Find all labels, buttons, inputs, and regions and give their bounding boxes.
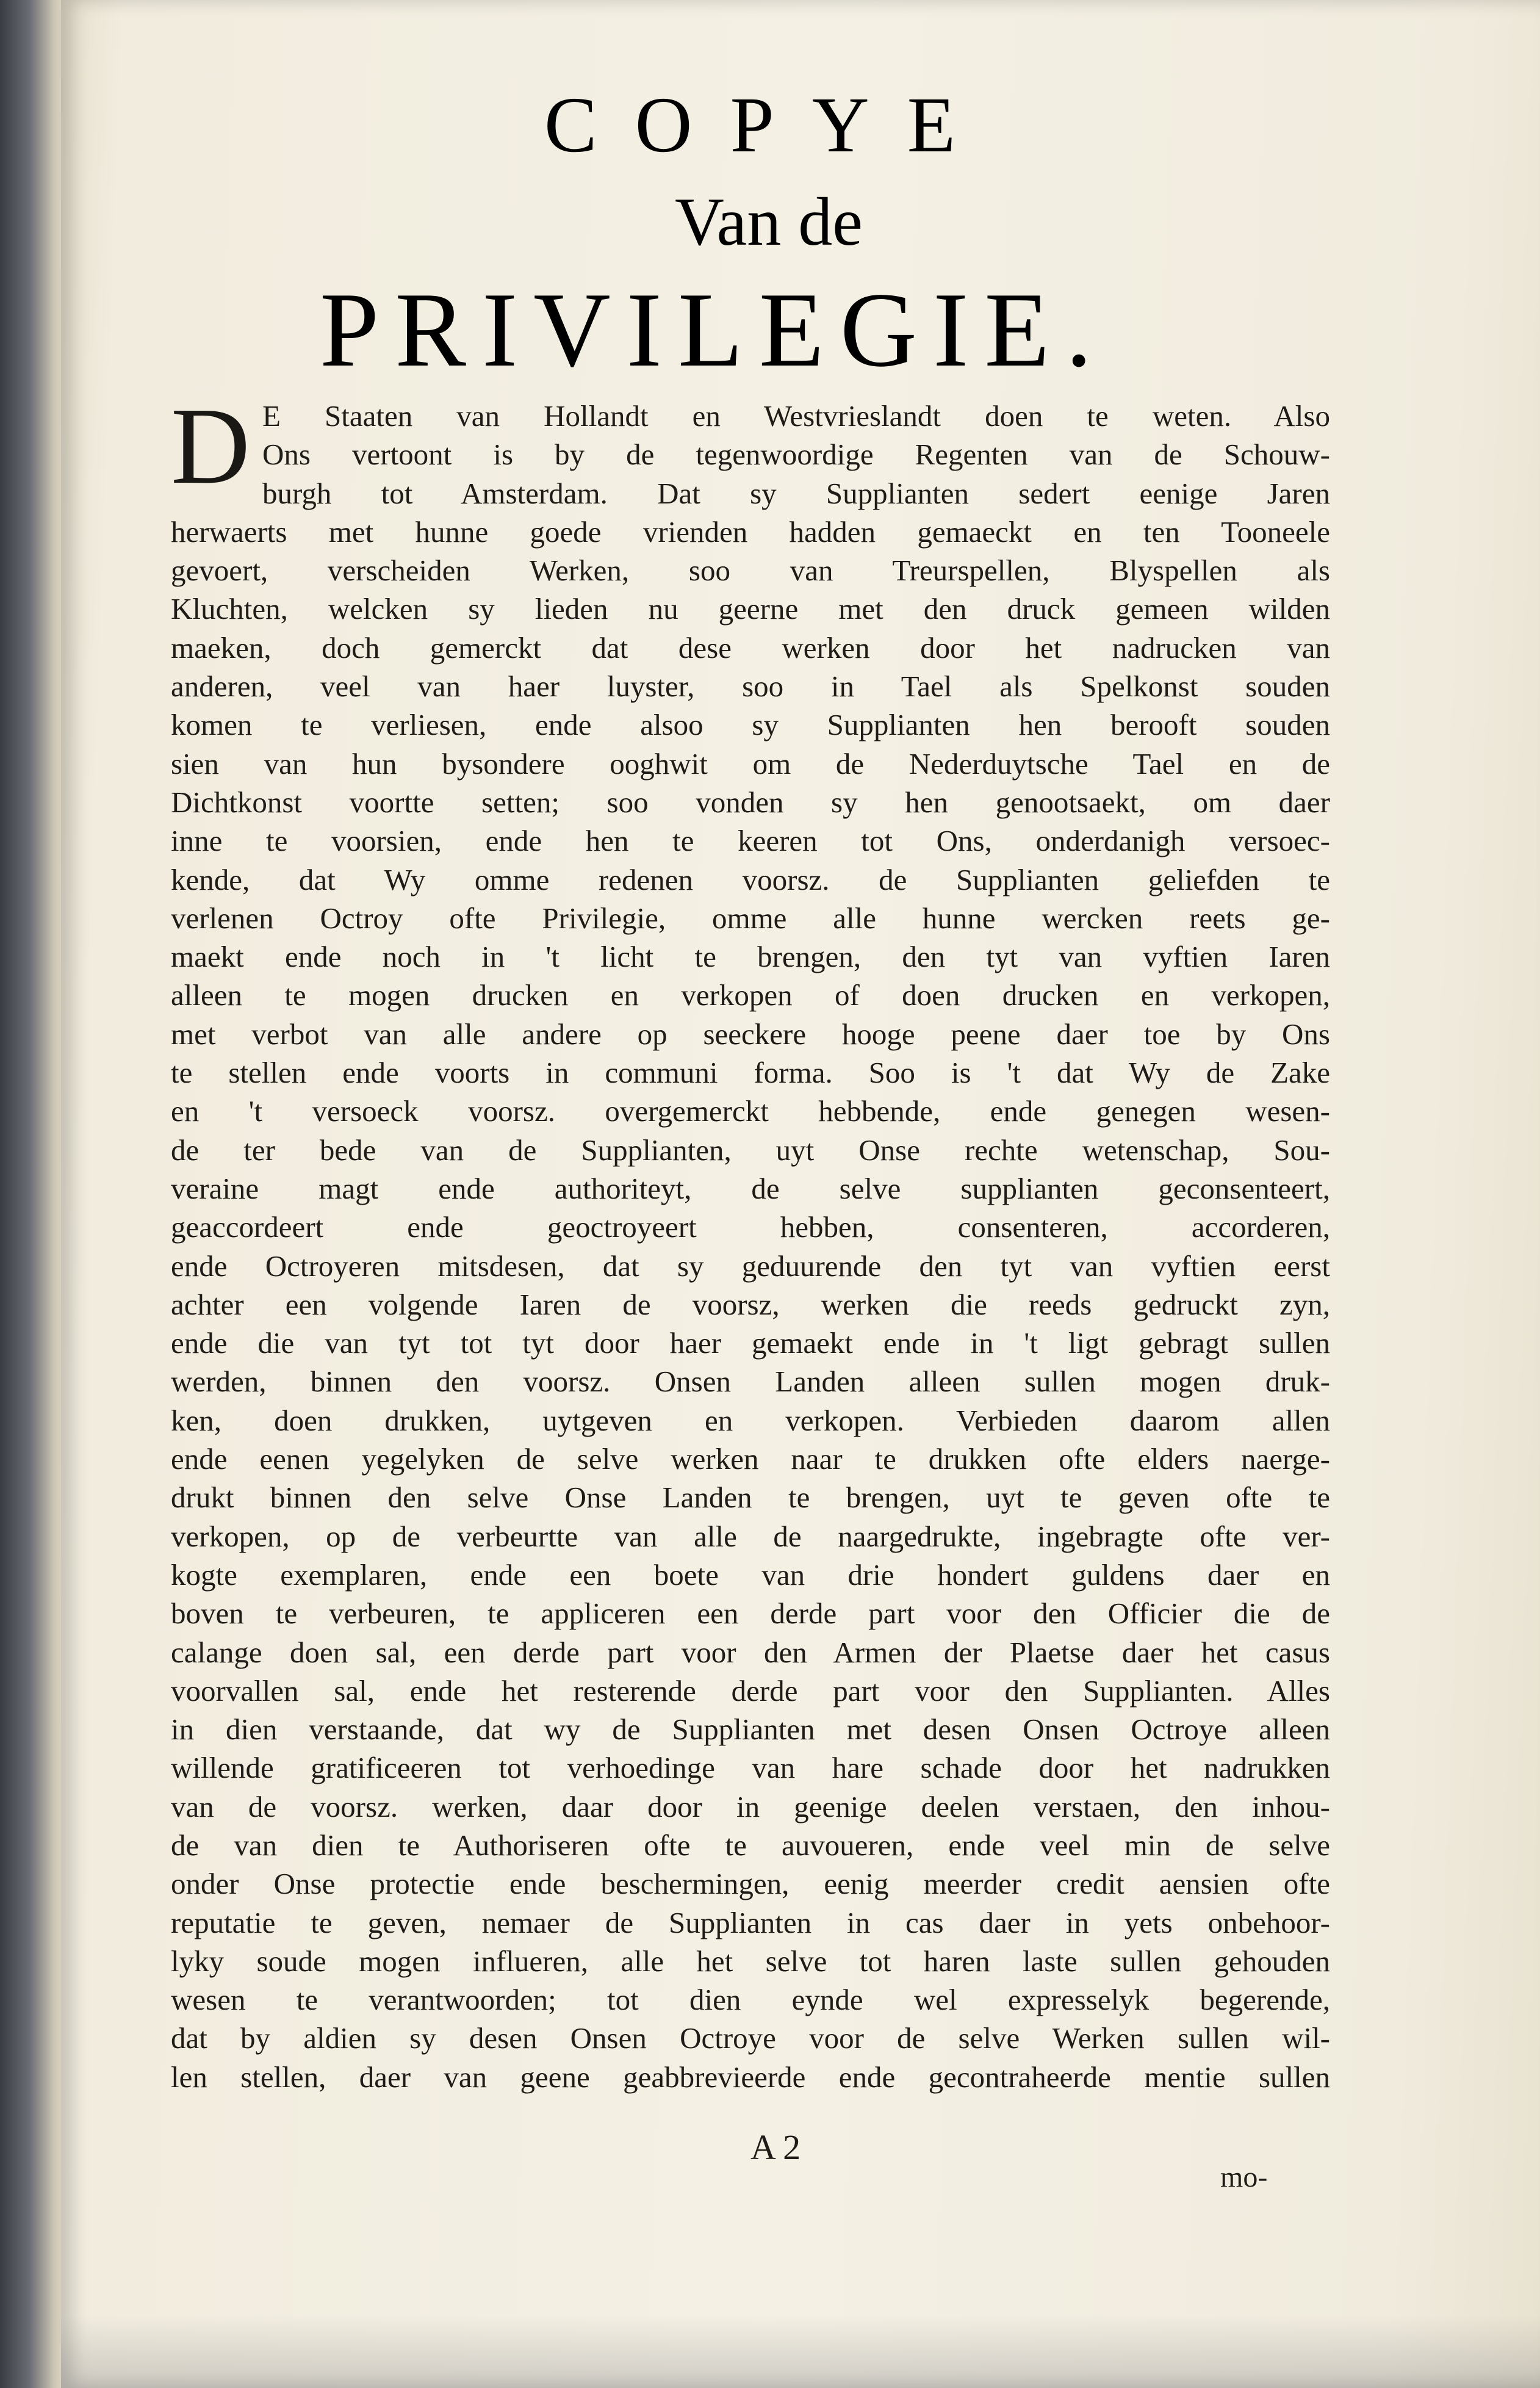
book-page [61,0,1540,2388]
text-line: sien van hun bysondere ooghwit om de Nederduytsche Tael en de [171,746,1330,781]
text-line: burgh tot Amsterdam. Dat sy Supplianten sedert eenige Jaren [262,476,1330,510]
text-line: len stellen, daer van geene geabbrevieerde ende gecontraheerde mentie sullen [171,2060,1330,2094]
text-line: in dien verstaande, dat wy de Supplianten met desen Onsen Octroye alleen [171,1712,1330,1747]
text-line: alleen te mogen drucken en verkopen of doen drucken en verkopen, [171,978,1330,1012]
text-line: gevoert, verscheiden Werken, soo van Treurspellen, Blyspellen als [171,554,1330,588]
heading-copye: COPYE [544,81,994,169]
text-line: en 't versoeck voorsz. overgemerckt hebbende, ende genegen wesen- [171,1094,1330,1128]
text-line: Dichtkonst voortte setten; soo vonden sy hen genootsaekt, om daer [171,785,1330,819]
text-line: voorvallen sal, ende het resterende derde part voor den Supplianten. Alles [171,1673,1330,1708]
text-line: boven te verbeuren, te appliceren een derde part voor den Officier die de [171,1596,1330,1631]
text-line: reputatie te geven, nemaer de Supplianten in cas daer in yets onbehoor- [171,1905,1330,1939]
text-line: calange doen sal, een derde part voor den Armen der Plaetse daer het casus [171,1635,1330,1669]
drop-cap: D [171,385,250,507]
text-line: dat by aldien sy desen Onsen Octroye voor de selve Werken sullen wil- [171,2021,1330,2055]
signature-mark: A 2 [750,2127,801,2167]
text-line: te stellen ende voorts in communi forma. Soo is 't dat Wy de Zake [171,1056,1330,1090]
text-line: kende, dat Wy omme redenen voorsz. de Supplianten geliefden te [171,862,1330,896]
text-line: van de voorsz. werken, daar door in geenige deelen verstaen, den inhou- [171,1789,1330,1823]
text-line: komen te verliesen, ende alsoo sy Supplianten hen berooft souden [171,708,1330,742]
text-line: herwaerts met hunne goede vrienden hadden gemaeckt en ten Tooneele [171,514,1330,549]
text-line: kogte exemplaren, ende een boete van drie hondert guldens daer en [171,1557,1330,1592]
privilege-text [171,385,1330,2096]
text-line: met verbot van alle andere op seeckere hooge peene daer toe by Ons [171,1017,1330,1051]
text-line: lyky soude mogen influeren, alle het selve tot haren laste sullen gehouden [171,1944,1330,1978]
text-line: geaccordeert ende geoctroyeert hebben, consenteren, accorderen, [171,1210,1330,1244]
text-line: maekt ende noch in 't licht te brengen, den tyt van vyftien Iaren [171,940,1330,974]
text-line: ende die van tyt tot tyt door haer gemaekt ende in 't ligt gebragt sullen [171,1326,1330,1360]
text-line: de van dien te Authoriseren ofte te auvoueren, ende veel min de selve [171,1828,1330,1862]
text-line: wesen te verantwoorden; tot dien eynde wel expresselyk begerende, [171,1983,1330,2017]
heading-van-de: Van de [675,184,863,260]
text-line: veraine magt ende authoriteyt, de selve supplianten geconsenteert, [171,1171,1330,1205]
text-line: ken, doen drukken, uytgeven en verkopen. Verbieden daarom allen [171,1403,1330,1437]
text-line: anderen, veel van haer luyster, soo in Tael als Spelkonst souden [171,669,1330,704]
text-line: ende Octroyeren mitsdesen, dat sy geduurende den tyt van vyftien eerst [171,1249,1330,1283]
text-line: verkopen, op de verbeurtte van alle de naargedrukte, ingebragte ofte ver- [171,1519,1330,1553]
heading-privilegie: PRIVILEGIE. [319,270,1109,389]
text-line: verlenen Octroy ofte Privilegie, omme alle hunne wercken reets ge- [171,901,1330,935]
text-line: werden, binnen den voorsz. Onsen Landen alleen sullen mogen druk- [171,1365,1330,1399]
text-line: Ons vertoont is by de tegenwoordige Regenten van de Schouw- [262,438,1330,472]
text-line: maeken, doch gemerckt dat dese werken door het nadrucken van [171,630,1330,665]
text-line: de ter bede van de Supplianten, uyt Onse rechte wetenschap, Sou- [171,1133,1330,1167]
text-line: onder Onse protectie ende beschermingen, eenig meerder credit aensien ofte [171,1867,1330,1901]
catchword: mo- [1220,2161,1268,2193]
page-shadow [61,2315,1540,2388]
text-line: E Staaten van Hollandt en Westvrieslandt doen te weten. Also [262,399,1330,433]
text-line: inne te voorsien, ende hen te keeren tot Ons, onderdanigh versoec- [171,824,1330,858]
text-line: achter een volgende Iaren de voorsz, werken die reeds gedruckt zyn, [171,1287,1330,1321]
text-line: drukt binnen den selve Onse Landen te brengen, uyt te geven ofte te [171,1481,1330,1515]
text-line: ende eenen yegelyken de selve werken naar te drukken ofte elders naerge- [171,1442,1330,1476]
text-line: willende gratificeeren tot verhoedinge van hare schade door het nadrukken [171,1751,1330,1785]
text-line: Kluchten, welcken sy lieden nu geerne met den druck gemeen wilden [171,592,1330,626]
